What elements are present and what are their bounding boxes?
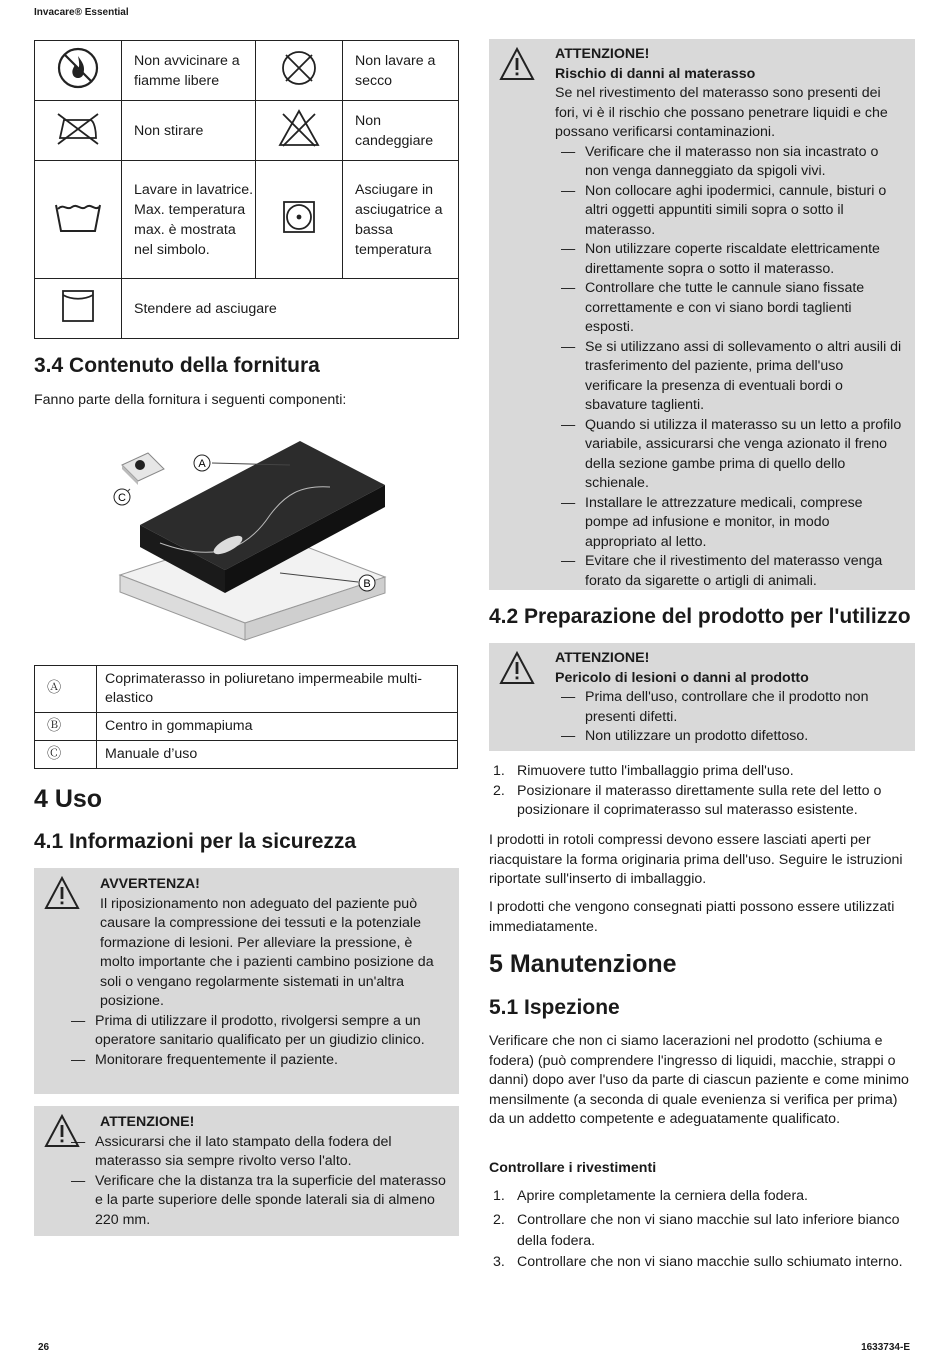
- step-item: 1. Rimuovere tutto l'imballaggio prima dell'uso.: [493, 763, 794, 779]
- caution-item: — Installare le attrezzature medicali, comprese pompe ad infusione e monitor, in modo appropriato al letto.: [555, 494, 903, 553]
- section-heading: 4.1 Informazioni per la sicurezza: [34, 830, 357, 853]
- caution-item: — Quando si utilizza il materasso su un letto a profilo variabile, assicurarsi che venga azionato il freno della sezione gambe prima di quello dello schienale.: [555, 416, 903, 494]
- care-text: Lavare in lavatrice. Max. temperatura max. è mostrata nel simbolo.: [122, 161, 256, 279]
- paragraph: I prodotti in rotoli compressi devono essere lasciati aperti per riacquistare la forma originaria prima dell'uso. Seguire le istruzioni riportate sull'inserto di imballaggio.: [489, 832, 903, 888]
- caution-item: — Controllare che tutte le cannule siano fissate correttamente e con vi siano bordi taglienti esposti.: [555, 279, 903, 338]
- product-figure: [100, 425, 390, 647]
- caution-box: [34, 1106, 459, 1236]
- caution-item: — Assicurarsi che il lato stampato della fodera del materasso sia sempre rivolto verso l'alto.: [65, 1133, 447, 1172]
- warning-list: [65, 1012, 447, 1071]
- section-intro: Fanno parte della fornitura i seguenti componenti:: [34, 392, 347, 408]
- warning-triangle-icon: [499, 47, 535, 81]
- document-header: Invacare® Essential: [34, 7, 129, 18]
- care-text: Stendere ad asciugare: [122, 279, 459, 339]
- caution-item: — Verificare che il materasso non sia incastrato o non venga danneggiato da spigoli vivi.: [555, 143, 903, 182]
- caution-list: [65, 1133, 447, 1231]
- section-heading: 5.1 Ispezione: [489, 996, 620, 1019]
- no-dry-clean-icon: [256, 41, 343, 101]
- caution-list: [555, 143, 903, 592]
- line-dry-icon: [35, 279, 122, 339]
- care-text: Non lavare a secco: [343, 41, 459, 101]
- components-legend-table: [34, 665, 458, 769]
- legend-text: Centro in gommapiuma: [97, 713, 458, 741]
- care-text: Non candeggiare: [343, 101, 459, 161]
- caution-item: — Non utilizzare coperte riscaldate elettricamente direttamente sopra o sotto il materasso.: [555, 240, 903, 279]
- caution-item: — Prima dell'uso, controllare che il prodotto non presenti difetti.: [555, 688, 903, 727]
- caution-title: ATTENZIONE!: [555, 650, 650, 666]
- caution-subtitle: Rischio di danni al materasso: [555, 65, 756, 82]
- warning-triangle-icon: [499, 651, 535, 685]
- section-heading: 3.4 Contenuto della fornitura: [34, 354, 320, 377]
- paragraph: I prodotti che vengono consegnati piatti possono essere utilizzati immediatamente.: [489, 899, 895, 935]
- no-bleach-icon: [256, 101, 343, 161]
- no-open-flame-icon: [35, 41, 122, 101]
- subheading: Controllare i rivestimenti: [489, 1160, 657, 1176]
- page-number: 26: [38, 1342, 50, 1353]
- caution-box: [489, 39, 915, 590]
- warning-item: — Monitorare frequentemente il paziente.: [65, 1051, 447, 1071]
- care-text: Non stirare: [122, 101, 256, 161]
- figure-label-b: B: [363, 578, 371, 590]
- caution-item: — Non utilizzare un prodotto difettoso.: [555, 727, 903, 747]
- legend-key: Ⓑ: [35, 713, 97, 741]
- caution-item: — Evitare che il rivestimento del materasso venga forato da sigarette o artigli di animali.: [555, 552, 903, 591]
- no-iron-icon: [35, 101, 122, 161]
- caution-title: ATTENZIONE!: [555, 46, 650, 62]
- section-heading: 4.2 Preparazione del prodotto per l'utilizzo: [489, 605, 911, 628]
- tumble-dry-low-icon: [256, 161, 343, 279]
- legend-text: Coprimaterasso in poliuretano impermeabile multi-elastico: [97, 666, 458, 713]
- care-text: Non avvicinare a fiamme libere: [122, 41, 256, 101]
- caution-item: — Verificare che la distanza tra la superficie del materasso e la parte superiore delle sponde laterali sia di almeno 220 mm.: [65, 1172, 447, 1231]
- document-code: 1633734-E: [861, 1342, 910, 1353]
- step-item: 2. Controllare che non vi siano macchie sul lato inferiore bianco della fodera.: [493, 1211, 900, 1249]
- caution-item: — Non collocare aghi ipodermici, cannule, bisturi o altri oggetti appuntiti simili sopra o sotto il materasso.: [555, 182, 903, 241]
- caution-list: [555, 688, 903, 747]
- step-item: 2. Posizionare il materasso direttamente sulla rete del letto o posizionare il coprimaterasso sul materasso esistente.: [493, 782, 882, 818]
- figure-label-a: A: [198, 458, 206, 470]
- caution-item: — Se si utilizzano assi di sollevamento o altri ausili di trasferimento del paziente, prima dell'uso verificare la presenza di eventuali bordi o sbavature taglienti.: [555, 338, 903, 416]
- machine-wash-icon: [35, 161, 122, 279]
- chapter-heading: 4 Uso: [34, 785, 103, 813]
- warning-item: — Prima di utilizzare il prodotto, rivolgersi sempre a un operatore sanitario qualificato per un giudizio clinico.: [65, 1012, 447, 1051]
- care-text: Asciugare in asciugatrice a bassa temperatura: [343, 161, 459, 279]
- figure-label-c: C: [118, 492, 126, 504]
- step-item: 3. Controllare che non vi siano macchie sullo schiumato interno.: [493, 1253, 903, 1270]
- warning-title: AVVERTENZA!: [100, 876, 200, 892]
- warning-text: Il riposizionamento non adeguato del paziente può causare la compressione dei tessuti e la potenziale formazione di lesioni. Per alleviare la pressione, è molto importante che i pazienti cambino posizione da soli o vengano regolarmente sistemati in un'altra posizione.: [100, 895, 434, 1009]
- preparation-steps: [489, 762, 915, 821]
- legend-key: Ⓐ: [35, 666, 97, 713]
- caution-title: ATTENZIONE!: [100, 1114, 195, 1130]
- paragraph: Verificare che non ci siamo lacerazioni nel prodotto (schiuma e fodera) (può comprendere l'ingresso di liquidi, macchie, strappi o danni) dopo aver l'uso da parte di ciascun paziente e come minimo mensilmente (a seconda di quale evenienza si verifica per prima) da un addetto competente e adeguatamente qualificato.: [489, 1033, 909, 1128]
- caution-subtitle: Pericolo di lesioni o danni al prodotto: [555, 669, 809, 686]
- legend-text: Manuale d’uso: [97, 741, 458, 769]
- inspection-steps: [489, 1186, 915, 1272]
- warning-box: [34, 868, 459, 1094]
- step-item: 1. Aprire completamente la cerniera della fodera.: [493, 1188, 808, 1204]
- caution-text: Se nel rivestimento del materasso sono presenti dei fori, vi è il rischio che possano penetrare liquidi e che possano verificarsi contaminazioni.: [555, 85, 888, 140]
- chapter-heading: 5 Manutenzione: [489, 950, 677, 978]
- legend-key: Ⓒ: [35, 741, 97, 769]
- warning-triangle-icon: [44, 876, 80, 910]
- caution-box: [489, 643, 915, 751]
- care-symbols-table: [34, 40, 459, 339]
